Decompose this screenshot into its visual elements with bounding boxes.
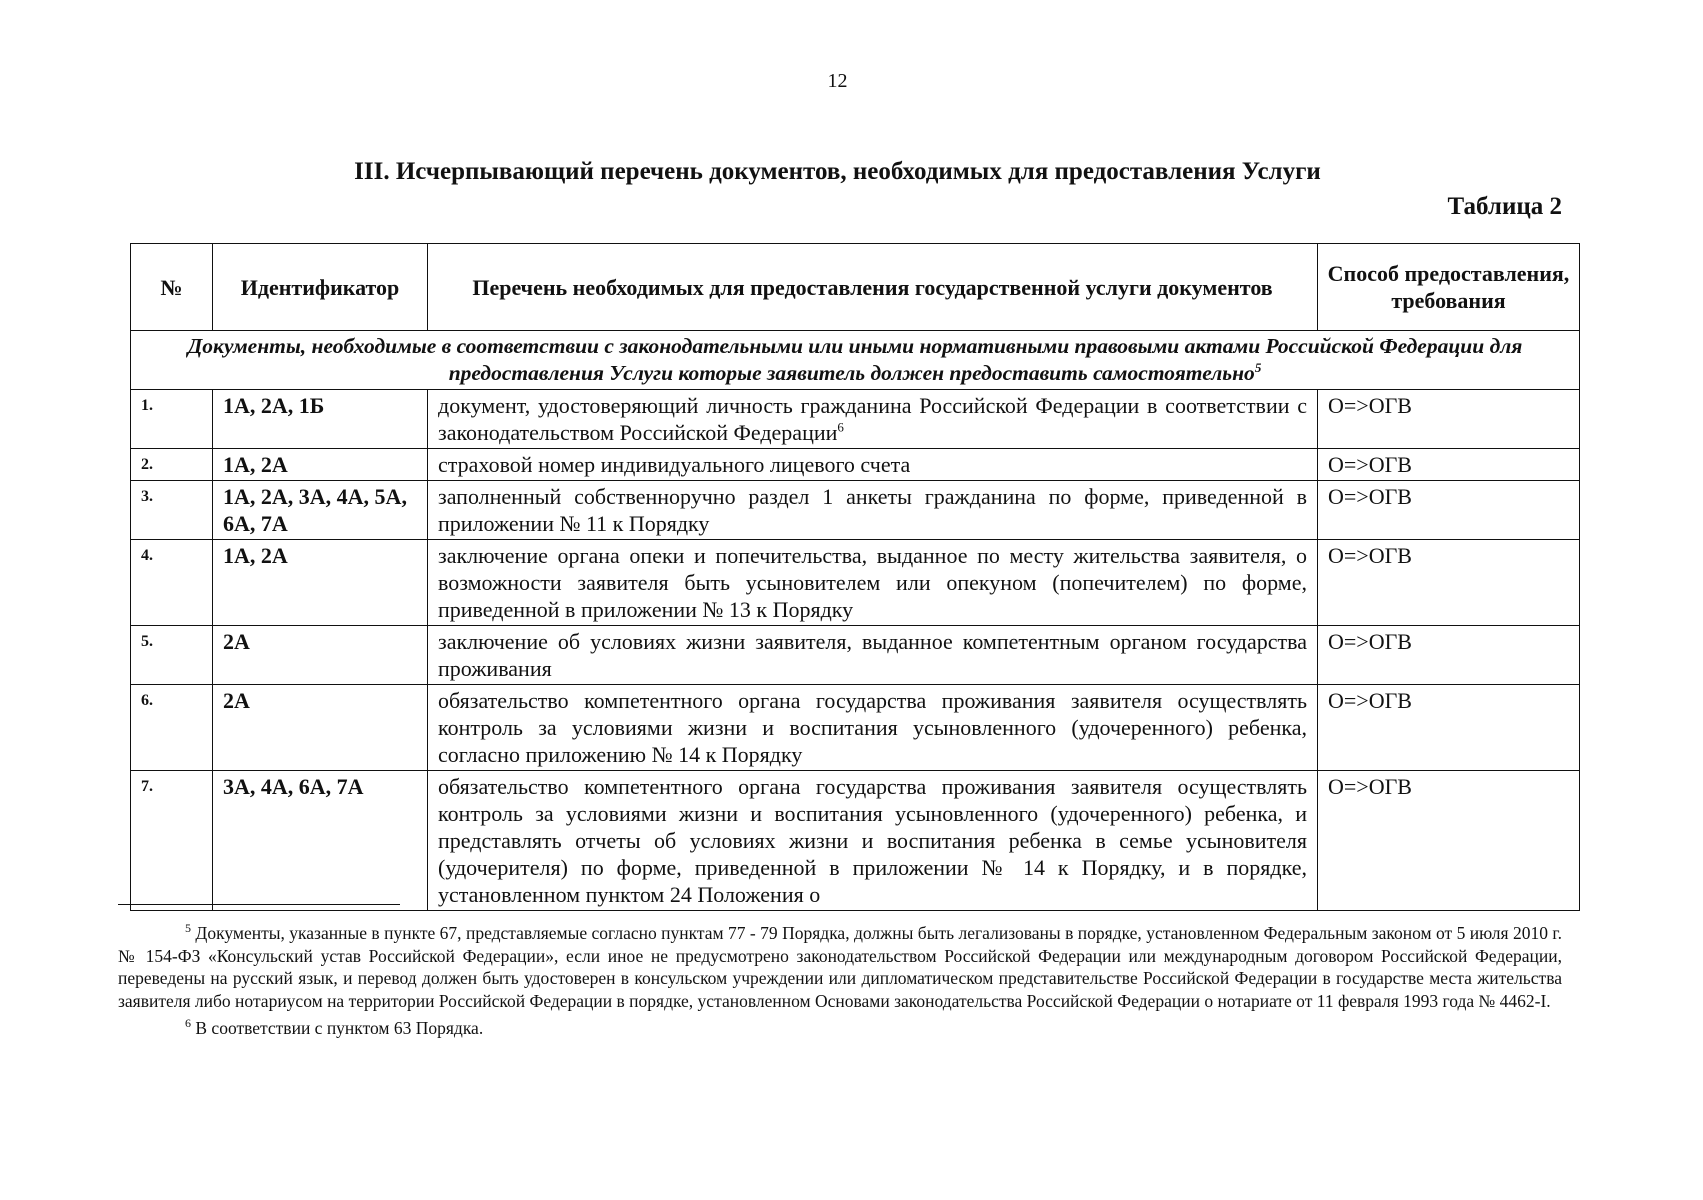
table-row bbox=[131, 626, 1580, 685]
table-body bbox=[131, 331, 1580, 911]
footnote-mark: 6 bbox=[185, 1016, 191, 1031]
row-description bbox=[428, 685, 1318, 771]
footnote-text: В соответствии с пунктом 63 Порядка. bbox=[195, 1018, 484, 1038]
row-description-text: заполненный собственноручно раздел 1 анкеты гражданина по форме, приведенной в приложении № 11 к Порядку bbox=[438, 484, 1307, 536]
row-description bbox=[428, 771, 1318, 911]
row-number: 7. bbox=[131, 771, 213, 911]
row-method: О=>ОГВ bbox=[1318, 481, 1580, 540]
table-header-row bbox=[131, 244, 1580, 331]
row-number: 1. bbox=[131, 390, 213, 449]
page-number: 12 bbox=[827, 70, 848, 92]
documents-table bbox=[130, 243, 1580, 911]
footnotes bbox=[118, 922, 1562, 1045]
table-row bbox=[131, 481, 1580, 540]
table-row bbox=[131, 449, 1580, 481]
row-number: 6. bbox=[131, 685, 213, 771]
header-identifier: Идентификатор bbox=[213, 244, 428, 331]
row-description-text: обязательство компетентного органа государства проживания заявителя осуществлять контроль за условиями жизни и воспитания усыновленного (удочеренного) ребенка, и представлять отчеты об условиях жизни и воспитания ребенка в семье усыновителя (удочерителя) по форме, приведенной в приложении № 14 к Порядку, и в порядке, установленном пунктом 24 Положения о bbox=[438, 774, 1307, 907]
row-number: 4. bbox=[131, 540, 213, 626]
footnote-text: Документы, указанные в пункте 67, представляемые согласно пунктам 77 - 79 Порядка, должны быть легализованы в порядке, установленном Федеральным законом от 5 июля 2010 г. № 154-ФЗ «Консульский устав Российской Федерации», если иное не предусмотрено законодательством Российской Федерации или международным договором Российской Федерации, переведены на русский язык, и перевод должен быть удостоверен в консульском учреждении или дипломатическом представительстве Российской Федерации в государстве места жительства заявителя либо нотариусом на территории Российской Федерации в порядке, установленном Основами законодательства Российской Федерации о нотариате от 11 февраля 1993 года № 4462-I. bbox=[118, 923, 1562, 1011]
row-number: 2. bbox=[131, 449, 213, 481]
header-document-list: Перечень необходимых для предоставления государственной услуги документов bbox=[428, 244, 1318, 331]
row-description bbox=[428, 481, 1318, 540]
footnote bbox=[118, 1017, 1562, 1040]
row-description bbox=[428, 626, 1318, 685]
row-description-text: обязательство компетентного органа государства проживания заявителя осуществлять контроль за условиями жизни и воспитания усыновленного (удочеренного) ребенка, согласно приложению № 14 к Порядку bbox=[438, 688, 1307, 767]
table-row bbox=[131, 390, 1580, 449]
footnote-ref: 6 bbox=[837, 419, 844, 435]
row-method: О=>ОГВ bbox=[1318, 771, 1580, 911]
row-method: О=>ОГВ bbox=[1318, 540, 1580, 626]
row-identifier: 1А, 2А, 3А, 4А, 5А, 6А, 7А bbox=[213, 481, 428, 540]
row-identifier: 1А, 2А, 1Б bbox=[213, 390, 428, 449]
row-description bbox=[428, 390, 1318, 449]
footnote-divider bbox=[118, 904, 400, 905]
row-number: 3. bbox=[131, 481, 213, 540]
group-header-row bbox=[131, 331, 1580, 390]
row-identifier: 2А bbox=[213, 685, 428, 771]
row-identifier: 1А, 2А bbox=[213, 540, 428, 626]
table-label: Таблица 2 bbox=[1447, 193, 1562, 220]
row-identifier: 1А, 2А bbox=[213, 449, 428, 481]
row-description-text: заключение органа опеки и попечительства, выданное по месту жительства заявителя, о возможности заявителя быть усыновителем или опекуном (попечителем) по форме, приведенной в приложении № 13 к Порядку bbox=[438, 543, 1307, 622]
row-method: О=>ОГВ bbox=[1318, 685, 1580, 771]
row-method: О=>ОГВ bbox=[1318, 390, 1580, 449]
row-method: О=>ОГВ bbox=[1318, 626, 1580, 685]
row-description-text: документ, удостоверяющий личность гражданина Российской Федерации в соответствии с законодательством Российской Федерации bbox=[438, 393, 1307, 445]
footnote bbox=[118, 922, 1562, 1012]
table-row bbox=[131, 685, 1580, 771]
footnote-ref: 5 bbox=[1254, 359, 1262, 375]
row-identifier: 2А bbox=[213, 626, 428, 685]
row-description-text: страховой номер индивидуального лицевого счета bbox=[438, 452, 911, 477]
footnote-mark: 5 bbox=[185, 921, 191, 936]
group-header-cell bbox=[131, 331, 1580, 390]
row-description bbox=[428, 540, 1318, 626]
table-row bbox=[131, 771, 1580, 911]
header-method: Способ предоставления, требования bbox=[1318, 244, 1580, 331]
row-method: О=>ОГВ bbox=[1318, 449, 1580, 481]
table-row bbox=[131, 540, 1580, 626]
row-number: 5. bbox=[131, 626, 213, 685]
row-identifier: 3А, 4А, 6А, 7А bbox=[213, 771, 428, 911]
row-description-text: заключение об условиях жизни заявителя, выданное компетентным органом государства проживания bbox=[438, 629, 1307, 681]
section-title: III. Исчерпывающий перечень документов, необходимых для предоставления Услуги bbox=[354, 158, 1321, 185]
group-header-text: Документы, необходимые в соответствии с законодательными или иными нормативными правовыми актами Российской Федерации для предоставления Услуги которые заявитель должен предоставить самостоятельно bbox=[187, 334, 1523, 385]
row-description bbox=[428, 449, 1318, 481]
header-num: № bbox=[131, 244, 213, 331]
